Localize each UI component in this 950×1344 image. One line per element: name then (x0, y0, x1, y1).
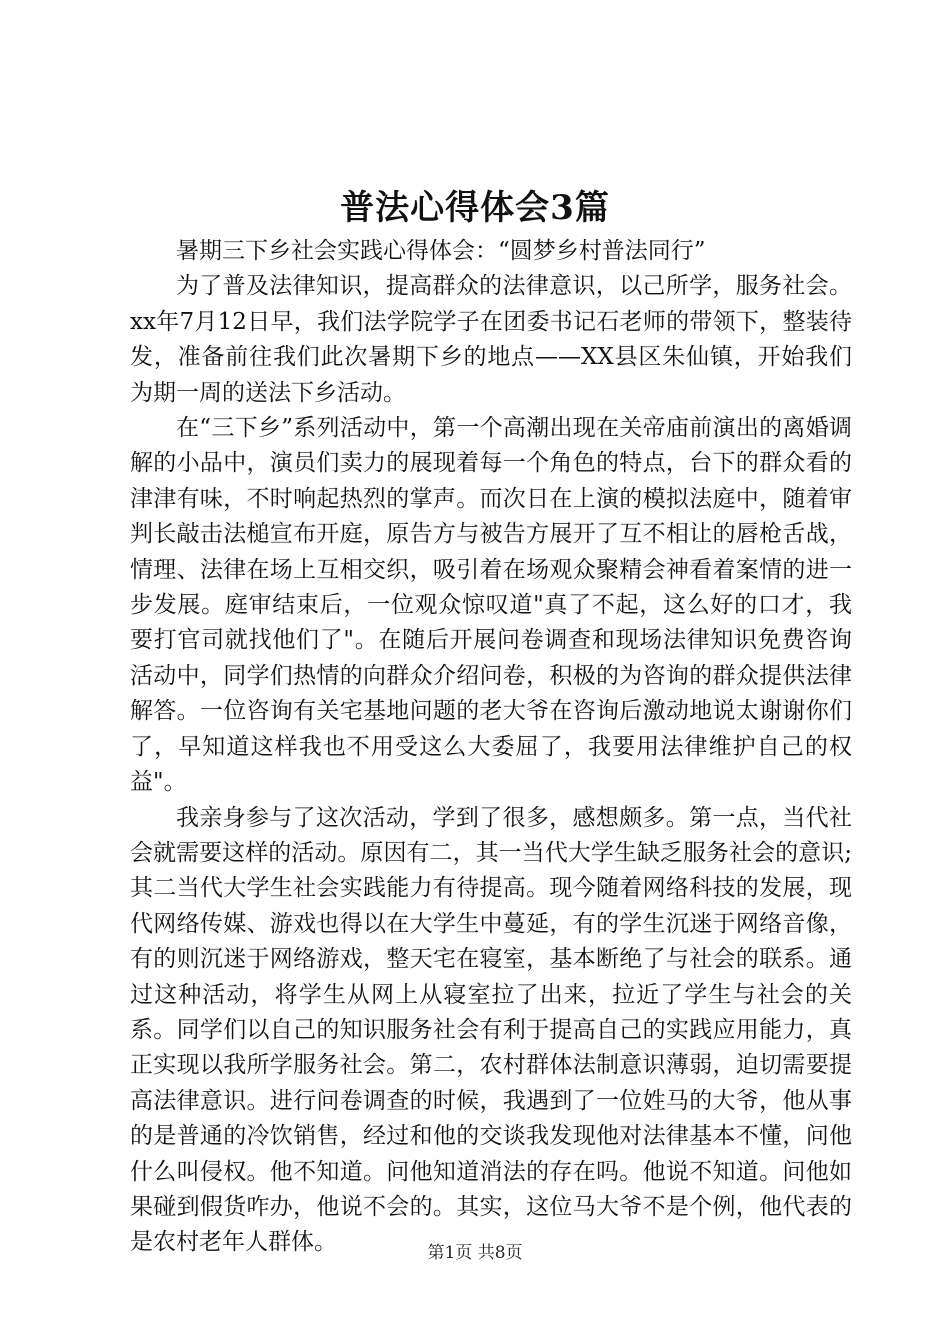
paragraph: 我亲身参与了这次活动，学到了很多，感想颇多。第一点，当代社会就需要这样的活动。原因有二，其一当代大学生缺乏服务社会的意识;其二当代大学生社会实践能力有待提高。现今随着网络科技的发展，现代网络传媒、游戏也得以在大学生中蔓延，有的学生沉迷于网络音像，有的则沉迷于网络游戏，整天宅在寝室，基本断绝了与社会的联系。通过这种活动，将学生从网上从寝室拉了出来，拉近了学生与社会的关系。同学们以自己的知识服务社会有利于提高自己的实践应用能力，真正实现以我所学服务社会。第二，农村群体法制意识薄弱，迫切需要提高法律意识。进行问卷调查的时候，我遇到了一位姓马的大爷，他从事的是普通的冷饮销售，经过和他的交谈我发现他对法律基本不懂，问他什么叫侵权。他不知道。问他知道消法的存在吗。他说不知道。问他如果碰到假货咋办，他说不会的。其实，这位马大爷不是个例，他代表的是农村老年人群体。 (130, 804, 852, 1256)
paragraph: 在“三下乡”系列活动中，第一个高潮出现在关帝庙前演出的离婚调解的小品中，演员们卖力的展现着每一个角色的特点，台下的群众看的津津有味，不时响起热烈的掌声。而次日在上演的模拟法庭中，随着审判长敲击法槌宣布开庭，原告方与被告方展开了互不相让的唇枪舌战，情理、法律在场上互相交织，吸引着在场观众聚精会神看着案情的进一步发展。庭审结束后，一位观众惊叹道"真了不起，这么好的口才，我要打官司就找他们了"。在随后开展问卷调查和现场法律知识免费咨询活动中，同学们热情的向群众介绍问卷，积极的为咨询的群众提供法律解答。一位咨询有关宅基地问题的老大爷在咨询后激动地说太谢谢你们了，早知道这样我也不用受这么大委屈了，我要用法律维护自己的权益"。 (130, 415, 852, 796)
page-number-footer: 第1页 共8页 (427, 1243, 523, 1263)
paragraph-subtitle: 暑期三下乡社会实践心得体会：“圆梦乡村普法同行” (176, 238, 706, 264)
paragraph: 为了普及法律知识，提高群众的法律意识，以己所学，服务社会。xx年7月12日早，我们法学院学子在团委书记石老师的带领下，整装待发，准备前往我们此次暑期下乡的地点——XX县区朱仙镇，开始我们为期一周的送法下乡活动。 (130, 273, 852, 406)
document-body (130, 234, 852, 1261)
document-title: 普法心得体会3篇 (340, 188, 610, 228)
